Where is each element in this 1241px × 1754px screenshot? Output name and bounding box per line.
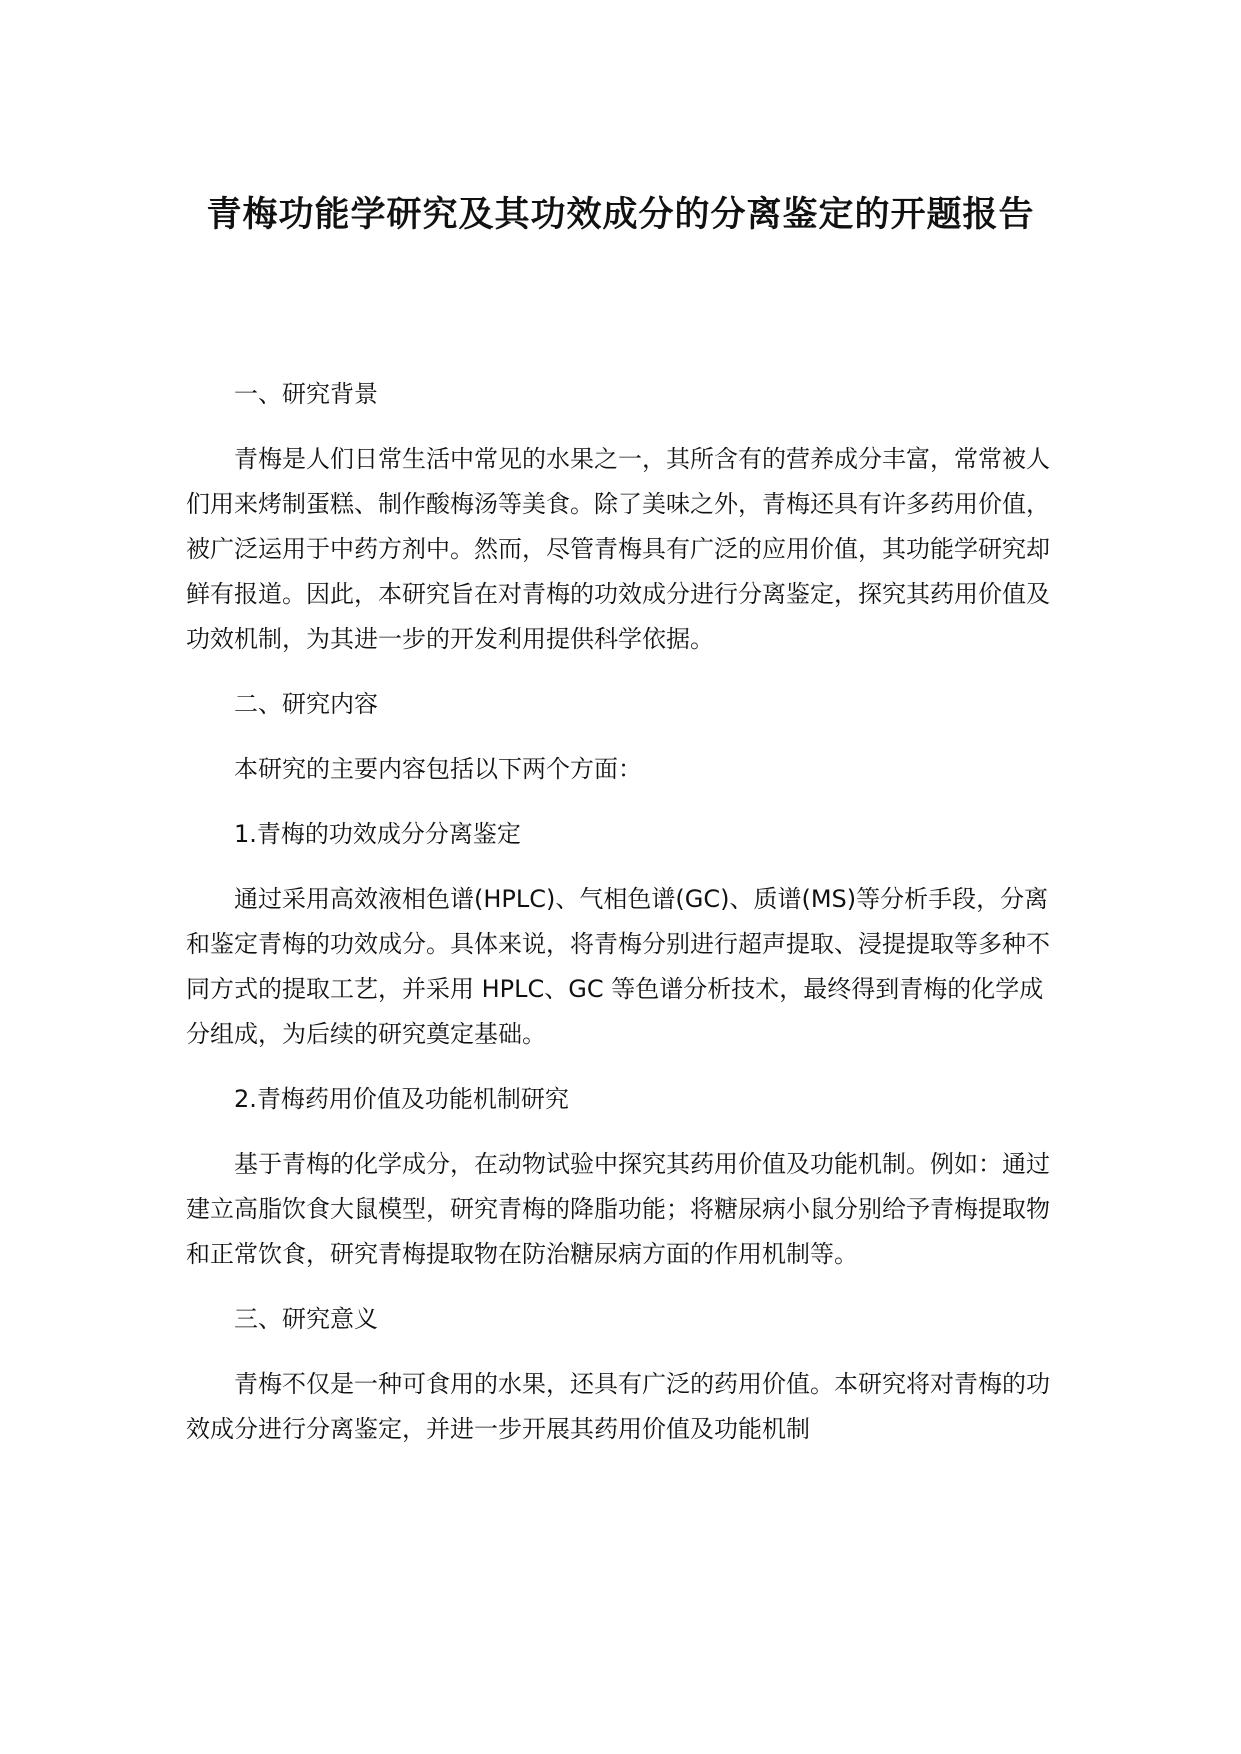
paragraph-mechanism: 基于青梅的化学成分，在动物试验中探究其药用价值及功能机制。例如：通过建立高脂饮食大鼠模型，研究青梅的降脂功能；将糖尿病小鼠分别给予青梅提取物和正常饮食，研究青梅提取物在防治糖尿病方面的作用机制等。 (186, 1150, 1050, 1268)
paragraph-content-intro: 本研究的主要内容包括以下两个方面： (234, 755, 642, 783)
document-body (186, 372, 1066, 1472)
paragraph-background: 青梅是人们日常生活中常见的水果之一，其所含有的营养成分丰富，常常被人们用来烤制蛋糕、制作酸梅汤等美食。除了美味之外，青梅还具有许多药用价值，被广泛运用于中药方剂中。然而，尽管青梅具有广泛的应用价值，其功能学研究却鲜有报道。因此，本研究旨在对青梅的功效成分进行分离鉴定，探究其药用价值及功效机制，为其进一步的开发利用提供科学依据。 (186, 445, 1050, 653)
section-heading-significance: 三、研究意义 (234, 1305, 378, 1333)
subheading-separation: 1.青梅的功效成分分离鉴定 (234, 820, 521, 848)
paragraph-separation: 通过采用高效液相色谱(HPLC)、气相色谱(GC)、质谱(MS)等分析手段，分离和鉴定青梅的功效成分。具体来说，将青梅分别进行超声提取、浸提提取等多种不同方式的提取工艺，并采用 HPLC、GC 等色谱分析技术，最终得到青梅的化学成分组成，为后续的研究奠定基础。 (186, 885, 1050, 1048)
paragraph-significance: 青梅不仅是一种可食用的水果，还具有广泛的药用价值。本研究将对青梅的功效成分进行分离鉴定，并进一步开展其药用价值及功能机制 (186, 1370, 1050, 1443)
section-heading-content: 二、研究内容 (234, 690, 378, 718)
document-title: 青梅功能学研究及其功效成分的分离鉴定的开题报告 (206, 195, 1035, 235)
section-heading-background: 一、研究背景 (234, 380, 378, 408)
subheading-mechanism: 2.青梅药用价值及功能机制研究 (234, 1085, 569, 1113)
